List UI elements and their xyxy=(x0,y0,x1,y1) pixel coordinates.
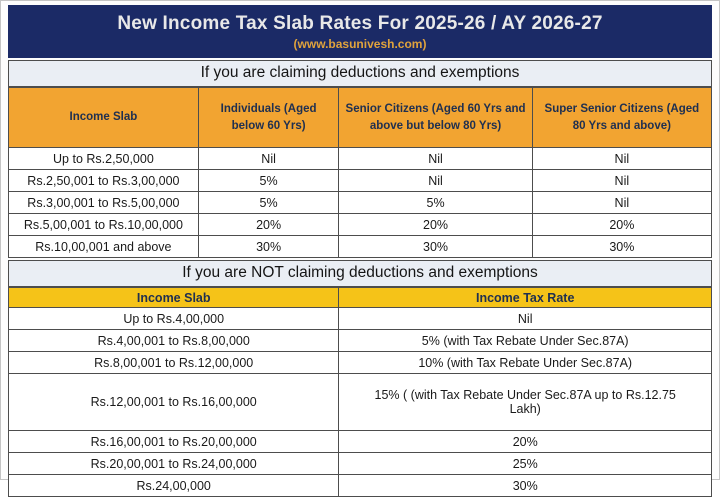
table-cell: 30% xyxy=(532,236,711,258)
table-cell: Nil xyxy=(339,148,532,170)
page-title: New Income Tax Slab Rates For 2025-26 / AY 2026-27 xyxy=(117,12,603,34)
table-cell: Rs.10,00,001 and above xyxy=(9,236,199,258)
table-cell: Rs.2,50,001 to Rs.3,00,000 xyxy=(9,170,199,192)
tax-table-without-deductions xyxy=(8,287,712,497)
column-header-senior-citizens: Senior Citizens (Aged 60 Yrs and above but below 80 Yrs) xyxy=(339,88,532,148)
table-row xyxy=(9,214,712,236)
website-credit: (www.basunivesh.com) xyxy=(293,36,427,51)
table-cell: 30% xyxy=(339,475,712,497)
table-row xyxy=(9,192,712,214)
table-cell: Rs.4,00,001 to Rs.8,00,000 xyxy=(9,330,339,352)
column-header-income-tax-rate: Income Tax Rate xyxy=(339,288,712,308)
table-cell: Up to Rs.2,50,000 xyxy=(9,148,199,170)
title-banner xyxy=(8,5,712,58)
table-row xyxy=(9,170,712,192)
table-cell: Nil xyxy=(532,170,711,192)
table-cell: 15% ( (with Tax Rebate Under Sec.87A up to Rs.12.75 Lakh) xyxy=(339,374,712,431)
table-row xyxy=(9,148,712,170)
table-cell: 5% (with Tax Rebate Under Sec.87A) xyxy=(339,330,712,352)
column-header-income-slab: Income Slab xyxy=(9,288,339,308)
section-heading-without-deductions: If you are NOT claiming deductions and exemptions xyxy=(8,260,712,287)
table-cell: Nil xyxy=(198,148,339,170)
table-row xyxy=(9,330,712,352)
table-cell: Rs.20,00,001 to Rs.24,00,000 xyxy=(9,453,339,475)
column-header-income-slab: Income Slab xyxy=(9,88,199,148)
table-cell: Nil xyxy=(339,308,712,330)
table-cell: 5% xyxy=(339,192,532,214)
table-cell: Nil xyxy=(532,148,711,170)
table-cell: 20% xyxy=(532,214,711,236)
table-cell: 30% xyxy=(198,236,339,258)
table-header-row xyxy=(9,88,712,148)
table-row xyxy=(9,308,712,330)
table-row xyxy=(9,431,712,453)
table-cell: Rs.3,00,001 to Rs.5,00,000 xyxy=(9,192,199,214)
table-cell: 5% xyxy=(198,170,339,192)
tax-table-with-deductions xyxy=(8,87,712,258)
table-cell: Rs.12,00,001 to Rs.16,00,000 xyxy=(9,374,339,431)
table-cell: Nil xyxy=(532,192,711,214)
table-cell: 20% xyxy=(198,214,339,236)
table-row xyxy=(9,453,712,475)
table-cell: 5% xyxy=(198,192,339,214)
table-row xyxy=(9,374,712,431)
table-cell: Up to Rs.4,00,000 xyxy=(9,308,339,330)
column-header-super-senior-citizens: Super Senior Citizens (Aged 80 Yrs and above) xyxy=(532,88,711,148)
table-cell: Rs.24,00,000 xyxy=(9,475,339,497)
table-cell: 20% xyxy=(339,214,532,236)
section-heading-with-deductions: If you are claiming deductions and exemptions xyxy=(8,60,712,87)
table-cell: Rs.8,00,001 to Rs.12,00,000 xyxy=(9,352,339,374)
table-row xyxy=(9,352,712,374)
table-cell: 10% (with Tax Rebate Under Sec.87A) xyxy=(339,352,712,374)
table-cell: Rs.16,00,001 to Rs.20,00,000 xyxy=(9,431,339,453)
table-header-row xyxy=(9,288,712,308)
table-cell: Nil xyxy=(339,170,532,192)
table-cell: Rs.5,00,001 to Rs.10,00,000 xyxy=(9,214,199,236)
column-header-individuals: Individuals (Aged below 60 Yrs) xyxy=(198,88,339,148)
table-cell: 20% xyxy=(339,431,712,453)
table-cell: 25% xyxy=(339,453,712,475)
table-row xyxy=(9,475,712,497)
table-row xyxy=(9,236,712,258)
table-cell: 30% xyxy=(339,236,532,258)
